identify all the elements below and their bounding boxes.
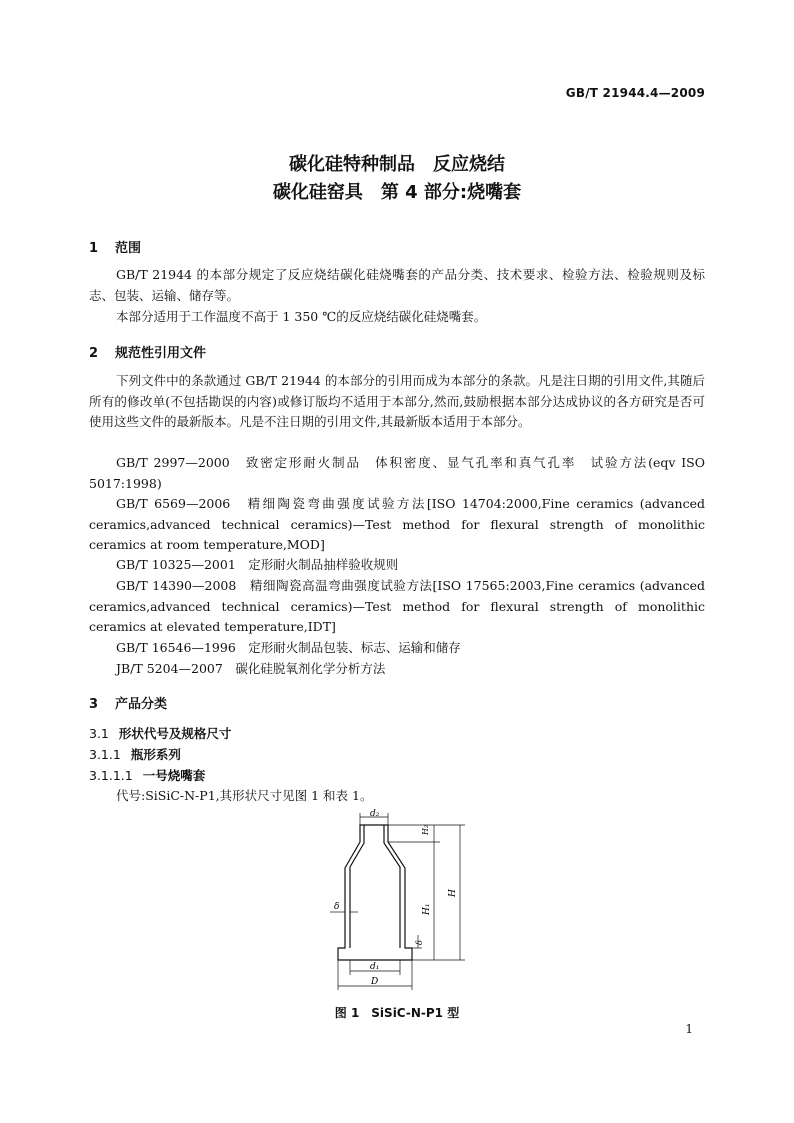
section-3-text: 代号:SiSiC-N-P1,其形状尺寸见图 1 和表 1。 xyxy=(116,788,373,803)
label-D: D xyxy=(371,977,379,987)
reference-item: GB/T 10325—2001 定形耐火制品抽样验收规则 xyxy=(116,557,399,572)
subsection-title: 瓶形系列 xyxy=(130,747,181,762)
document-title-line-2: 碳化硅窑具 第 4 部分:烧嘴套 xyxy=(272,182,522,203)
reference-item: JB/T 5204—2007 碳化硅脱氧剂化学分析方法 xyxy=(116,661,386,676)
reference-item: GB/T 2997—2000 致密定形耐火制品 体积密度、显气孔率和真气孔率 试验方法(eqv ISO 5017:1998) xyxy=(89,455,705,491)
subsection-number: 3.1 xyxy=(89,726,109,741)
label-H2: H₂ xyxy=(421,824,430,835)
section-1-heading xyxy=(89,237,141,256)
label-d1: d₁ xyxy=(370,962,380,972)
subsection-number: 3.1.1.1 xyxy=(89,768,133,783)
subsection-3-1-1-1-heading xyxy=(89,766,205,784)
section-1-paragraph-2: 本部分适用于工作温度不高于 1 350 ℃的反应烧结碳化硅烧嘴套。 xyxy=(116,309,487,324)
standard-number: GB/T 21944.4—2009 xyxy=(565,86,705,100)
document-title-line-1: 碳化硅特种制品 反应烧结 xyxy=(289,154,505,175)
subsection-title: 形状代号及规格尺寸 xyxy=(118,726,232,741)
burner-sleeve-drawing xyxy=(300,805,500,995)
section-number: 2 xyxy=(89,346,99,361)
page-number: 1 xyxy=(685,1022,693,1036)
reference-item: GB/T 14390—2008 精细陶瓷高温弯曲强度试验方法[ISO 17565:2003,Fine ceramics (advanced ceramics,advanced technical ceramics)—Test method for flexural strength of monolithic ceramics at elevated temperature,IDT] xyxy=(89,578,705,634)
label-delta-right: δ xyxy=(415,940,424,945)
figure-caption: 图 1 SiSiC-N-P1 型 xyxy=(334,1006,460,1020)
subsection-title: 一号烧嘴套 xyxy=(142,768,206,783)
section-title: 范围 xyxy=(115,241,142,256)
sleeve-outline xyxy=(338,825,412,960)
subsection-3-1-1-heading xyxy=(89,745,181,763)
subsection-number: 3.1.1 xyxy=(89,747,121,762)
section-title: 规范性引用文件 xyxy=(115,346,207,361)
label-H: H xyxy=(448,889,458,897)
section-3-heading xyxy=(89,693,167,712)
reference-item: GB/T 6569—2006 精细陶瓷弯曲强度试验方法[ISO 14704:2000,Fine ceramics (advanced ceramics,advanced technical ceramics)—Test method for flexural strength of monolithic ceramics at room temperature,MOD] xyxy=(89,496,705,552)
label-delta-left: δ xyxy=(334,902,340,912)
label-d2: d₂ xyxy=(370,809,380,819)
subsection-3-1-heading xyxy=(89,724,231,742)
label-H1: H₁ xyxy=(422,903,432,915)
section-title: 产品分类 xyxy=(115,697,168,712)
section-1-paragraph-1: GB/T 21944 的本部分规定了反应烧结碳化硅烧嘴套的产品分类、技术要求、检验方法、检验规则及标志、包装、运输、储存等。 xyxy=(89,267,705,303)
section-2-intro: 下列文件中的条款通过 GB/T 21944 的本部分的引用而成为本部分的条款。凡是注日期的引用文件,其随后所有的修改单(不包括勘误的内容)或修订版均不适用于本部分,然而,鼓励根据本部分达成协议的各方研究是否可使用这些文件的最新版本。凡是不注日期的引用文件,其最新版本适用于本部分。 xyxy=(89,373,705,429)
section-2-heading xyxy=(89,342,206,361)
reference-item: GB/T 16546—1996 定形耐火制品包装、标志、运输和储存 xyxy=(116,640,461,655)
section-number: 1 xyxy=(89,241,99,256)
section-number: 3 xyxy=(89,697,99,712)
